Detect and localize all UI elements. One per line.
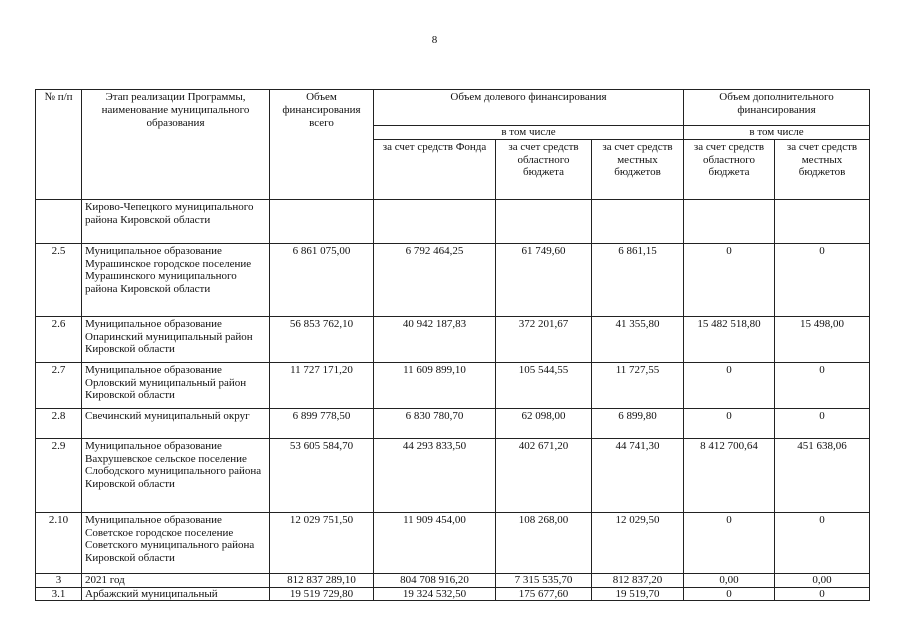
row-local: 6 899,80: [592, 408, 684, 438]
row-add-local: 0: [775, 408, 870, 438]
header-stage: Этап реализации Программы, наименование муниципального образования: [82, 90, 270, 200]
row-num: [36, 199, 82, 243]
row-add-local: 15 498,00: [775, 316, 870, 362]
row-add-local: 0: [775, 362, 870, 408]
header-incl-2: в том числе: [684, 126, 870, 140]
row-add-local: 0: [775, 512, 870, 573]
row-name: Арбажский муниципальный: [82, 587, 270, 601]
row-total: [270, 199, 374, 243]
row-name: Свечинский муниципальный округ: [82, 408, 270, 438]
row-regional: 61 749,60: [496, 243, 592, 316]
row-add-regional: 0,00: [684, 573, 775, 587]
row-add-local: 0: [775, 243, 870, 316]
row-add-regional: 8 412 700,64: [684, 438, 775, 512]
table-row: [36, 408, 870, 438]
row-add-local: 0: [775, 587, 870, 601]
header-row-1: [36, 90, 870, 126]
row-total: 11 727 171,20: [270, 362, 374, 408]
row-name: Муниципальное образование Вахрушевское сельское поселение Слободского муниципального района Кировской области: [82, 438, 270, 512]
header-additional: Объем дополнительного финансирования: [684, 90, 870, 126]
row-name: Муниципальное образование Опаринский муниципальный район Кировской области: [82, 316, 270, 362]
row-num: 2.5: [36, 243, 82, 316]
row-name: Муниципальное образование Советское городское поселение Советского муниципального района Кировской области: [82, 512, 270, 573]
row-total: 6 861 075,00: [270, 243, 374, 316]
row-fund: 6 830 780,70: [374, 408, 496, 438]
row-add-local: [775, 199, 870, 243]
header-share: Объем долевого финансирования: [374, 90, 684, 126]
table-row: [36, 243, 870, 316]
row-regional: 402 671,20: [496, 438, 592, 512]
row-regional: 175 677,60: [496, 587, 592, 601]
table-row: [36, 316, 870, 362]
row-total: 12 029 751,50: [270, 512, 374, 573]
row-add-regional: [684, 199, 775, 243]
row-add-regional: 0: [684, 587, 775, 601]
row-num: 2.8: [36, 408, 82, 438]
row-num: 2.6: [36, 316, 82, 362]
row-local: 6 861,15: [592, 243, 684, 316]
table-row: [36, 573, 870, 587]
row-name: 2021 год: [82, 573, 270, 587]
row-total: 6 899 778,50: [270, 408, 374, 438]
row-name: Кирово-Чепецкого муниципального района Кировской области: [82, 199, 270, 243]
row-regional: 62 098,00: [496, 408, 592, 438]
header-regional: за счет средств областного бюджета: [496, 139, 592, 199]
row-add-local: 0,00: [775, 573, 870, 587]
row-regional: 108 268,00: [496, 512, 592, 573]
row-local: 812 837,20: [592, 573, 684, 587]
table-row: [36, 438, 870, 512]
header-total: Объем финансирования всего: [270, 90, 374, 200]
row-add-regional: 15 482 518,80: [684, 316, 775, 362]
row-local: 11 727,55: [592, 362, 684, 408]
row-add-regional: 0: [684, 512, 775, 573]
row-total: 53 605 584,70: [270, 438, 374, 512]
row-total: 56 853 762,10: [270, 316, 374, 362]
row-regional: 7 315 535,70: [496, 573, 592, 587]
row-fund: 19 324 532,50: [374, 587, 496, 601]
header-incl: в том числе: [374, 126, 684, 140]
row-num: 2.9: [36, 438, 82, 512]
row-fund: 44 293 833,50: [374, 438, 496, 512]
header-num: № п/п: [36, 90, 82, 200]
row-fund: 11 609 899,10: [374, 362, 496, 408]
row-fund: 40 942 187,83: [374, 316, 496, 362]
row-add-regional: 0: [684, 362, 775, 408]
row-local: [592, 199, 684, 243]
row-total: 19 519 729,80: [270, 587, 374, 601]
row-total: 812 837 289,10: [270, 573, 374, 587]
table-row: [36, 587, 870, 601]
row-add-local: 451 638,06: [775, 438, 870, 512]
page-number: 8: [431, 34, 438, 46]
row-add-regional: 0: [684, 408, 775, 438]
row-name: Муниципальное образование Мурашинское городское поселение Мурашинского муниципального района Кировской области: [82, 243, 270, 316]
financing-table: [35, 89, 870, 601]
row-name: Муниципальное образование Орловский муниципальный район Кировской области: [82, 362, 270, 408]
row-num: 2.10: [36, 512, 82, 573]
header-add-local: за счет средств местных бюджетов: [775, 139, 870, 199]
table-row: [36, 199, 870, 243]
row-fund: [374, 199, 496, 243]
row-add-regional: 0: [684, 243, 775, 316]
header-local: за счет средств местных бюджетов: [592, 139, 684, 199]
row-num: 3: [36, 573, 82, 587]
row-fund: 804 708 916,20: [374, 573, 496, 587]
row-local: 44 741,30: [592, 438, 684, 512]
row-regional: 372 201,67: [496, 316, 592, 362]
table-row: [36, 512, 870, 573]
table-row: [36, 362, 870, 408]
row-local: 41 355,80: [592, 316, 684, 362]
row-fund: 11 909 454,00: [374, 512, 496, 573]
row-local: 12 029,50: [592, 512, 684, 573]
row-num: 3.1: [36, 587, 82, 601]
row-local: 19 519,70: [592, 587, 684, 601]
header-add-regional: за счет средств областного бюджета: [684, 139, 775, 199]
row-num: 2.7: [36, 362, 82, 408]
row-fund: 6 792 464,25: [374, 243, 496, 316]
row-regional: 105 544,55: [496, 362, 592, 408]
header-fund: за счет средств Фонда: [374, 139, 496, 199]
row-regional: [496, 199, 592, 243]
